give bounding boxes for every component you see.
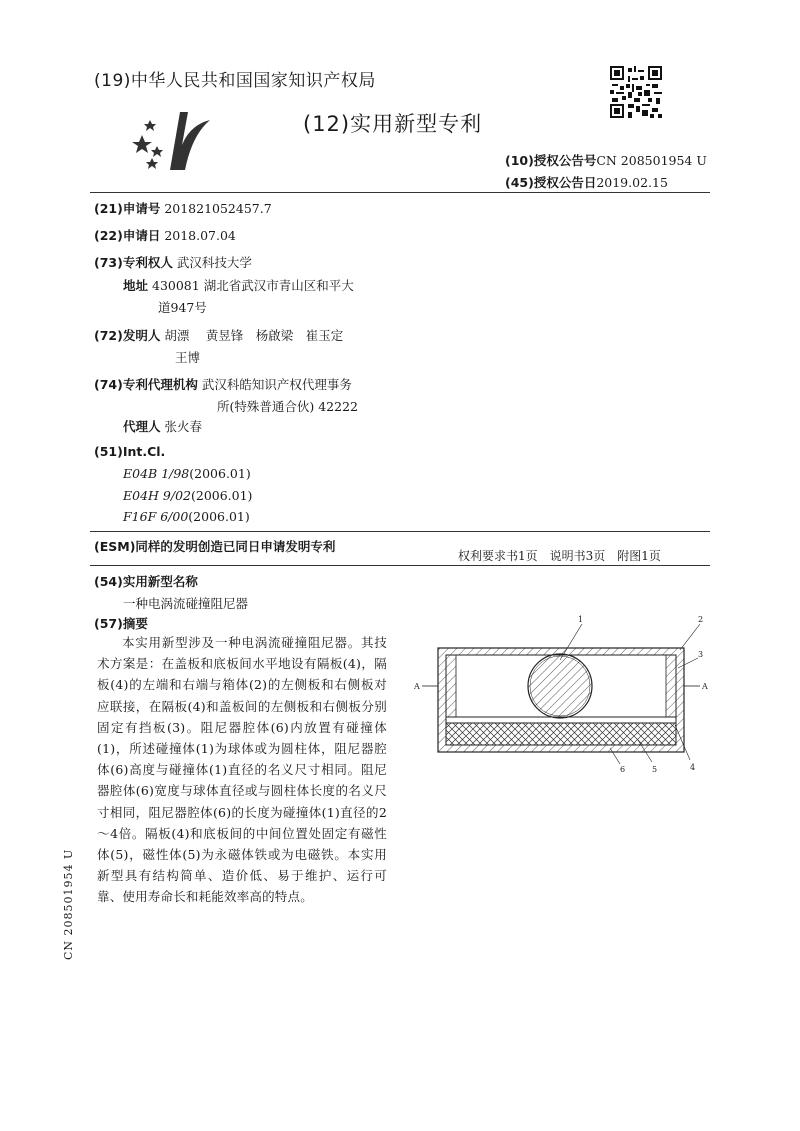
- patentee-label: (73)专利权人: [94, 255, 173, 270]
- abstract-text: 本实用新型涉及一种电涡流碰撞阻尼器。其技术方案是：在盖板和底板间水平地设有隔板(4)，隔板(4)的左端和右端与箱体(2)的左侧板和右侧板对应联接，在隔板(4)和盖板间的左侧板和右侧板分别固定有挡板(3)。阻尼器腔体(6)内放置有碰撞体(1)，所述碰撞体(1)为球体或为圆柱体，阻尼器腔体(6)高度与碰撞体(1)直径的名义尺寸相同。阻尼器腔体(6)宽度与球体直径或与圆柱体长度的名义尺寸相同，阻尼器腔体(6)的长度为碰撞体(1)直径的2～4倍。隔板(4)和底板间的中间位置处固定有磁性体(5)，磁性体(5)为永磁体铁或为电磁铁。本实用新型具有结构简单、造价低、易于维护、运行可靠、使用寿命长和耗能效率高的特点。: [97, 635, 387, 905]
- figure-label: 5: [652, 765, 658, 774]
- agent: [123, 417, 202, 435]
- esm-note: (ESM)同样的发明创造已同日申请发明专利: [94, 539, 336, 554]
- ipc-year: (2006.01): [190, 488, 253, 503]
- application-number-label: (21)申请号: [94, 201, 161, 216]
- figure-label: 4: [690, 763, 696, 772]
- patent-agency-label: (74)专利代理机构: [94, 377, 198, 392]
- figure-label: 6: [620, 765, 626, 774]
- figure-label: A: [702, 682, 708, 691]
- agent-label: 代理人: [123, 419, 161, 434]
- application-number-value: 201821052457.7: [164, 201, 272, 216]
- cnipa-emblem-icon: [130, 100, 220, 175]
- ipc-entry: [123, 509, 250, 524]
- inventors-label: (72)发明人: [94, 328, 161, 343]
- application-number: [94, 199, 272, 217]
- address-line-2: 道947号: [158, 300, 207, 315]
- patent-type-title: (12)实用新型专利: [303, 112, 483, 136]
- ipc-code: E04H 9/02: [123, 488, 191, 503]
- inventors: [94, 326, 343, 344]
- address-line-1: 430081 湖北省武汉市青山区和平大: [152, 278, 354, 293]
- patent-agency-line-2: 所(特殊普通合伙) 42222: [217, 399, 358, 414]
- application-date-value: 2018.07.04: [164, 228, 236, 243]
- ipc-year: (2006.01): [189, 466, 251, 481]
- utility-name-label: (54)实用新型名称: [94, 574, 198, 589]
- header-divider: [90, 192, 710, 193]
- magnet-body: [446, 723, 676, 745]
- side-publication-number: CN 208501954 U: [62, 848, 75, 960]
- qr-code: [610, 66, 662, 118]
- inventors-line-2: 王博: [175, 350, 201, 365]
- application-date-label: (22)申请日: [94, 228, 161, 243]
- patent-agency-line-1: 武汉科皓知识产权代理事务: [201, 377, 352, 392]
- left-baffle: [446, 655, 456, 717]
- publication-date: [505, 173, 668, 191]
- patent-agency: [94, 375, 352, 393]
- page-counts: 权利要求书1页 说明书3页 附图1页: [458, 549, 661, 563]
- esm-divider-bottom: [90, 565, 710, 566]
- ipc-entry: [123, 466, 251, 481]
- right-baffle: [666, 655, 676, 717]
- publication-number-label: (10)授权公告号: [505, 153, 597, 168]
- address-label: 地址: [123, 278, 149, 293]
- patentee: [94, 253, 252, 271]
- patentee-value: 武汉科技大学: [176, 255, 252, 270]
- collision-ball: [528, 654, 592, 718]
- esm-divider-top: [90, 531, 710, 532]
- utility-name: 一种电涡流碰撞阻尼器: [123, 596, 249, 611]
- publication-number-value: CN 208501954 U: [596, 153, 707, 168]
- address: [123, 276, 354, 294]
- ipc-label: (51)Int.Cl.: [94, 444, 166, 459]
- ipc-year: (2006.01): [188, 509, 250, 524]
- ipc-entry: [123, 488, 252, 503]
- ipc-code: E04B 1/98: [123, 466, 190, 481]
- agent-value: 张火春: [164, 419, 203, 434]
- figure-label: A: [414, 682, 420, 691]
- publication-number: [505, 151, 707, 169]
- abstract-label: (57)摘要: [94, 616, 148, 631]
- ipc-code: F16F 6/00: [123, 509, 189, 524]
- publication-date-value: 2019.02.15: [596, 175, 668, 190]
- damper-figure: [410, 610, 720, 780]
- figure-label: 2: [698, 615, 704, 624]
- issuing-office: (19)中华人民共和国国家知识产权局: [94, 71, 376, 91]
- publication-date-label: (45)授权公告日: [505, 175, 597, 190]
- figure-label: 1: [578, 615, 584, 624]
- application-date: [94, 226, 236, 244]
- inventors-line-1: 胡漂 黄昱锋 杨啟梁 崔玉定: [164, 328, 344, 343]
- figure-label: 3: [698, 650, 704, 659]
